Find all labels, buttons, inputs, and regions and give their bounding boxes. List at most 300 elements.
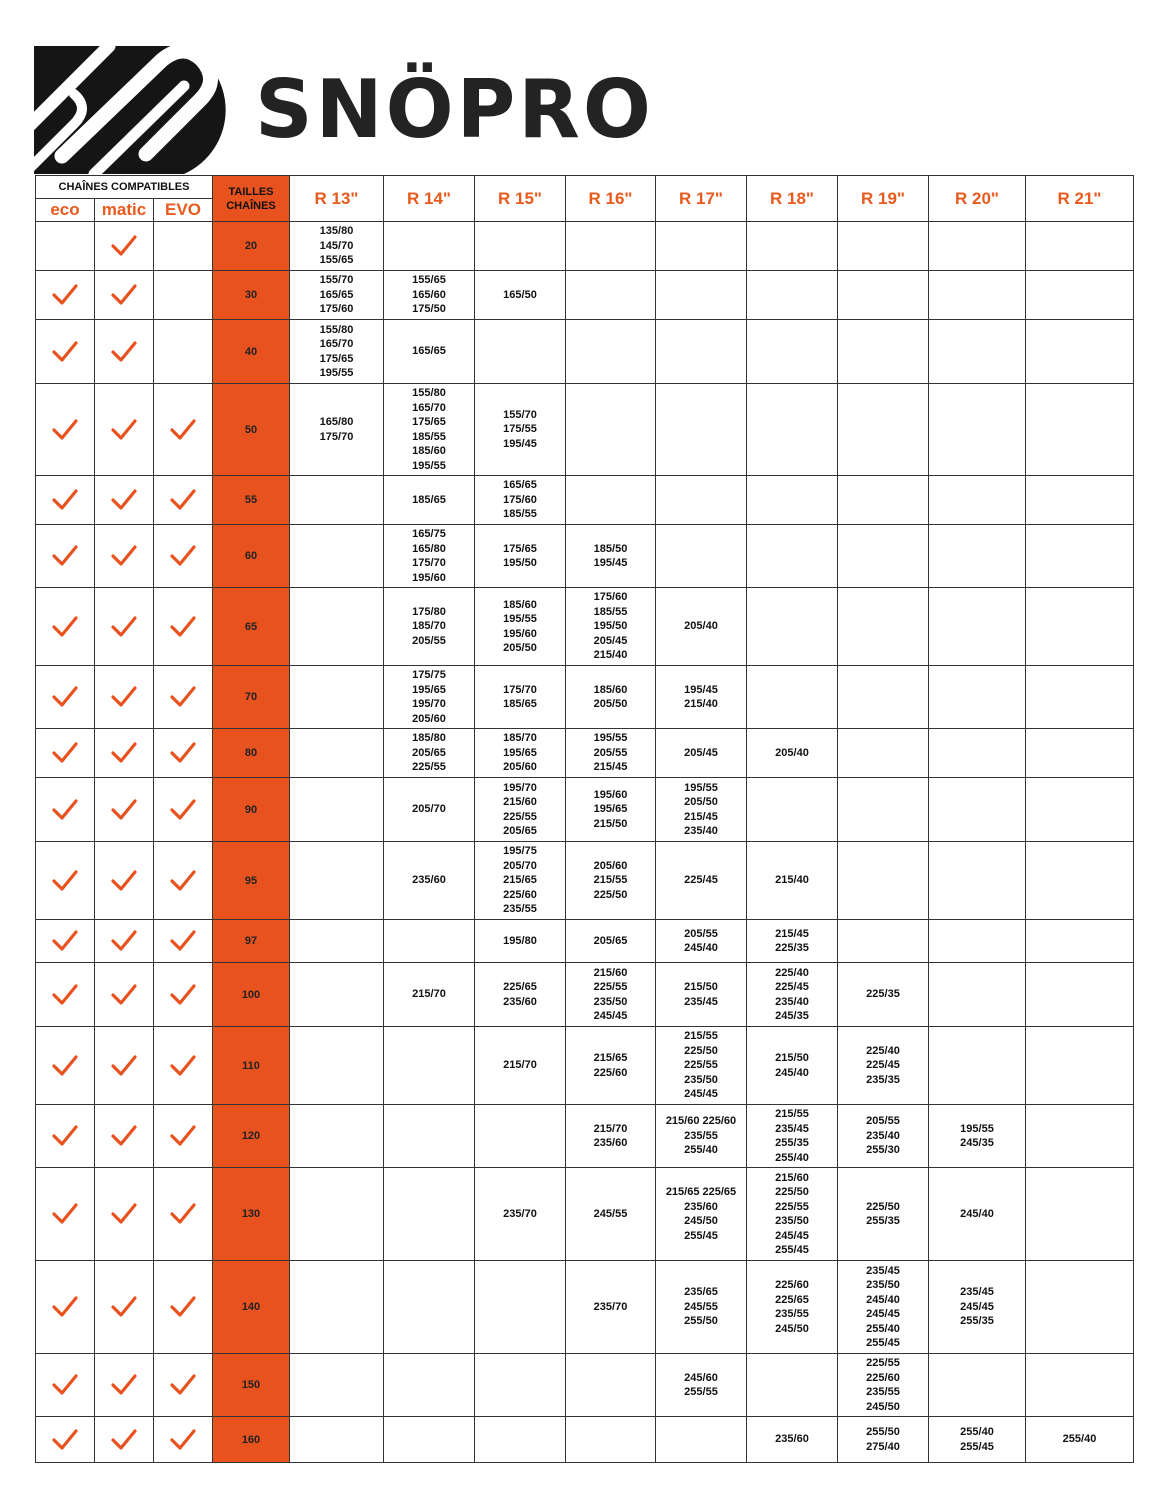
compat-cell-evo: [154, 384, 213, 476]
tyre-sizes-r13: [290, 1261, 384, 1354]
tyre-sizes-r19: [838, 320, 929, 384]
tyre-sizes-r15: 195/75 205/70 215/65 225/60 235/55: [475, 842, 566, 920]
checkmark-icon: [169, 798, 197, 822]
checkmark-icon: [110, 340, 138, 364]
tyre-sizes-r13: 135/80 145/70 155/65: [290, 222, 384, 271]
table-row: [36, 222, 1134, 271]
rim-header-r20: R 20": [929, 176, 1026, 222]
compat-cell-eco: [36, 1417, 95, 1463]
checkmark-icon: [110, 1202, 138, 1226]
table-row: [36, 320, 1134, 384]
tyre-sizes-r19: [838, 588, 929, 666]
compat-cell-matic: [95, 963, 154, 1027]
tyre-sizes-r17: 215/55 225/50 225/55 235/50 245/45: [656, 1027, 747, 1105]
checkmark-icon: [169, 418, 197, 442]
tyre-sizes-r20: [929, 320, 1026, 384]
compat-cell-matic: [95, 320, 154, 384]
checkmark-icon: [110, 983, 138, 1007]
tyre-sizes-r14: [384, 920, 475, 963]
tyre-sizes-r21: [1026, 525, 1134, 588]
chain-size-cell: 110: [213, 1027, 290, 1105]
rim-header-r19: R 19": [838, 176, 929, 222]
compat-cell-eco: [36, 1105, 95, 1168]
checkmark-icon: [110, 283, 138, 307]
compat-cell-matic: [95, 384, 154, 476]
tyre-sizes-r14: [384, 1168, 475, 1261]
compat-cell-evo: [154, 920, 213, 963]
tyre-sizes-r14: 185/65: [384, 476, 475, 525]
compat-cell-eco: [36, 729, 95, 778]
tyre-sizes-r16: 245/55: [566, 1168, 656, 1261]
tyre-sizes-r16: 185/50 195/45: [566, 525, 656, 588]
tyre-sizes-r17: 205/40: [656, 588, 747, 666]
tyre-sizes-r15: 165/65 175/60 185/55: [475, 476, 566, 525]
tyre-sizes-r21: [1026, 222, 1134, 271]
chain-size-cell: 150: [213, 1354, 290, 1417]
compat-cell-evo: [154, 271, 213, 320]
tyre-sizes-r16: [566, 222, 656, 271]
tyre-sizes-r19: [838, 384, 929, 476]
tyre-sizes-r20: [929, 920, 1026, 963]
table-row: [36, 271, 1134, 320]
tyre-sizes-r19: 225/35: [838, 963, 929, 1027]
compat-cell-eco: [36, 1261, 95, 1354]
chain-size-table: [35, 175, 1134, 1463]
tyre-sizes-r21: [1026, 271, 1134, 320]
tyre-sizes-r18: [747, 384, 838, 476]
tyre-sizes-r20: [929, 963, 1026, 1027]
chain-size-cell: 100: [213, 963, 290, 1027]
compat-cell-evo: [154, 588, 213, 666]
table-row: [36, 1261, 1134, 1354]
tyre-sizes-r15: 235/70: [475, 1168, 566, 1261]
tyre-sizes-r18: 215/55 235/45 255/35 255/40: [747, 1105, 838, 1168]
tyre-sizes-r18: 225/60 225/65 235/55 245/50: [747, 1261, 838, 1354]
tyre-sizes-r18: [747, 271, 838, 320]
tyre-sizes-r18: 215/50 245/40: [747, 1027, 838, 1105]
tyre-sizes-r20: [929, 1027, 1026, 1105]
snopro-logo: [34, 46, 654, 174]
type-header-evo: EVO: [154, 199, 213, 222]
chain-size-cell: 30: [213, 271, 290, 320]
compat-cell-matic: [95, 1261, 154, 1354]
tyre-sizes-r19: [838, 729, 929, 778]
checkmark-icon: [51, 741, 79, 765]
compat-cell-matic: [95, 778, 154, 842]
checkmark-icon: [51, 1202, 79, 1226]
tyre-sizes-r13: [290, 1417, 384, 1463]
tyre-sizes-r20: [929, 729, 1026, 778]
compat-cell-eco: [36, 666, 95, 729]
table-row: [36, 588, 1134, 666]
checkmark-icon: [169, 685, 197, 709]
checkmark-icon: [51, 685, 79, 709]
tyre-sizes-r15: [475, 222, 566, 271]
tyre-sizes-r16: 175/60 185/55 195/50 205/45 215/40: [566, 588, 656, 666]
compat-cell-eco: [36, 476, 95, 525]
tyre-sizes-r18: 215/45 225/35: [747, 920, 838, 963]
tyre-sizes-r14: [384, 1417, 475, 1463]
tyre-sizes-r18: 225/40 225/45 235/40 245/35: [747, 963, 838, 1027]
tyre-sizes-r21: [1026, 384, 1134, 476]
tyre-sizes-r18: [747, 320, 838, 384]
chain-size-cell: 97: [213, 920, 290, 963]
tyre-sizes-r19: 225/50 255/35: [838, 1168, 929, 1261]
tyre-sizes-r16: 235/70: [566, 1261, 656, 1354]
compat-cell-evo: [154, 842, 213, 920]
tyre-sizes-r21: [1026, 920, 1134, 963]
compat-cell-matic: [95, 271, 154, 320]
chain-size-cell: 120: [213, 1105, 290, 1168]
checkmark-icon: [51, 869, 79, 893]
tyre-sizes-r13: [290, 525, 384, 588]
compat-cell-eco: [36, 963, 95, 1027]
tyre-sizes-r16: 195/55 205/55 215/45: [566, 729, 656, 778]
compat-cell-eco: [36, 588, 95, 666]
tyre-sizes-r16: [566, 1354, 656, 1417]
tyre-sizes-r19: 235/45 235/50 245/40 245/45 255/40 255/45: [838, 1261, 929, 1354]
compat-cell-matic: [95, 1354, 154, 1417]
tyre-sizes-r17: [656, 320, 747, 384]
checkmark-icon: [110, 615, 138, 639]
compat-cell-eco: [36, 1354, 95, 1417]
checkmark-icon: [51, 1295, 79, 1319]
tyre-sizes-r14: 215/70: [384, 963, 475, 1027]
tyre-sizes-r18: [747, 222, 838, 271]
tyre-sizes-r15: 185/60 195/55 195/60 205/50: [475, 588, 566, 666]
checkmark-icon: [51, 340, 79, 364]
compat-cell-evo: [154, 666, 213, 729]
checkmark-icon: [110, 488, 138, 512]
compat-cell-evo: [154, 1105, 213, 1168]
snopro-emblem-icon: [34, 46, 249, 174]
chain-size-cell: 130: [213, 1168, 290, 1261]
tyre-sizes-r17: 205/45: [656, 729, 747, 778]
tyre-sizes-r20: [929, 271, 1026, 320]
tyre-sizes-r14: [384, 1027, 475, 1105]
chain-size-header: TAILLES CHAÎNES: [213, 176, 290, 222]
tyre-sizes-r13: 155/80 165/70 175/65 195/55: [290, 320, 384, 384]
checkmark-icon: [51, 1428, 79, 1452]
checkmark-icon: [110, 1295, 138, 1319]
table-row: [36, 778, 1134, 842]
checkmark-icon: [169, 1295, 197, 1319]
table-row: [36, 476, 1134, 525]
tyre-sizes-r14: 185/80 205/65 225/55: [384, 729, 475, 778]
tyre-sizes-r14: [384, 1354, 475, 1417]
tyre-sizes-r19: [838, 842, 929, 920]
tyre-sizes-r13: [290, 778, 384, 842]
tyre-sizes-r15: 195/80: [475, 920, 566, 963]
tyre-sizes-r15: 225/65 235/60: [475, 963, 566, 1027]
tyre-sizes-r20: [929, 384, 1026, 476]
checkmark-icon: [110, 685, 138, 709]
type-header-eco: eco: [36, 199, 95, 222]
tyre-sizes-r18: [747, 778, 838, 842]
table-row: [36, 1105, 1134, 1168]
checkmark-icon: [110, 544, 138, 568]
rim-header-r15: R 15": [475, 176, 566, 222]
tyre-sizes-r13: [290, 1105, 384, 1168]
tyre-sizes-r17: [656, 525, 747, 588]
rim-header-r17: R 17": [656, 176, 747, 222]
tyre-sizes-r16: 215/65 225/60: [566, 1027, 656, 1105]
checkmark-icon: [169, 1373, 197, 1397]
tyre-sizes-r18: [747, 525, 838, 588]
checkmark-icon: [51, 544, 79, 568]
tyre-sizes-r14: 175/75 195/65 195/70 205/60: [384, 666, 475, 729]
tyre-sizes-r13: 155/70 165/65 175/60: [290, 271, 384, 320]
checkmark-icon: [51, 418, 79, 442]
checkmark-icon: [51, 1124, 79, 1148]
tyre-sizes-r19: [838, 920, 929, 963]
tyre-sizes-r19: [838, 222, 929, 271]
chain-size-cell: 70: [213, 666, 290, 729]
tyre-sizes-r14: 175/80 185/70 205/55: [384, 588, 475, 666]
tyre-sizes-r21: [1026, 320, 1134, 384]
compat-cell-evo: [154, 729, 213, 778]
compat-cell-eco: [36, 222, 95, 271]
tyre-sizes-r15: 175/70 185/65: [475, 666, 566, 729]
tyre-sizes-r18: [747, 588, 838, 666]
rim-header-r13: R 13": [290, 176, 384, 222]
chain-size-cell: 90: [213, 778, 290, 842]
tyre-sizes-r16: 215/70 235/60: [566, 1105, 656, 1168]
tyre-sizes-r16: [566, 1417, 656, 1463]
tyre-sizes-r14: [384, 222, 475, 271]
table-row: [36, 1168, 1134, 1261]
compat-cell-eco: [36, 271, 95, 320]
tyre-sizes-r18: [747, 1354, 838, 1417]
table-row: [36, 384, 1134, 476]
checkmark-icon: [51, 929, 79, 953]
tyre-sizes-r14: 155/80 165/70 175/65 185/55 185/60 195/55: [384, 384, 475, 476]
tyre-sizes-r20: [929, 666, 1026, 729]
tyre-sizes-r20: [929, 476, 1026, 525]
tyre-sizes-r14: [384, 1105, 475, 1168]
compat-cell-matic: [95, 588, 154, 666]
tyre-sizes-r17: 205/55 245/40: [656, 920, 747, 963]
table-row: [36, 1027, 1134, 1105]
tyre-sizes-r14: 155/65 165/60 175/50: [384, 271, 475, 320]
tyre-sizes-r16: 205/60 215/55 225/50: [566, 842, 656, 920]
tyre-sizes-r16: 195/60 195/65 215/50: [566, 778, 656, 842]
tyre-sizes-r16: [566, 476, 656, 525]
checkmark-icon: [110, 869, 138, 893]
table-row: [36, 666, 1134, 729]
tyre-sizes-r15: [475, 1261, 566, 1354]
checkmark-icon: [51, 1054, 79, 1078]
rim-header-r16: R 16": [566, 176, 656, 222]
checkmark-icon: [51, 488, 79, 512]
tyre-sizes-r16: [566, 320, 656, 384]
table-row: [36, 1354, 1134, 1417]
compat-cell-evo: [154, 222, 213, 271]
tyre-sizes-r14: 165/75 165/80 175/70 195/60: [384, 525, 475, 588]
tyre-sizes-r13: [290, 666, 384, 729]
tyre-sizes-r18: 235/60: [747, 1417, 838, 1463]
checkmark-icon: [169, 1428, 197, 1452]
tyre-sizes-r13: [290, 1168, 384, 1261]
tyre-sizes-r13: [290, 588, 384, 666]
checkmark-icon: [110, 1124, 138, 1148]
checkmark-icon: [110, 798, 138, 822]
tyre-sizes-r15: [475, 1354, 566, 1417]
tyre-sizes-r14: 205/70: [384, 778, 475, 842]
checkmark-icon: [110, 1428, 138, 1452]
tyre-sizes-r21: [1026, 842, 1134, 920]
tyre-sizes-r15: 165/50: [475, 271, 566, 320]
checkmark-icon: [51, 283, 79, 307]
tyre-sizes-r15: 195/70 215/60 225/55 205/65: [475, 778, 566, 842]
tyre-sizes-r18: [747, 476, 838, 525]
tyre-sizes-r21: [1026, 1168, 1134, 1261]
chain-size-cell: 20: [213, 222, 290, 271]
compat-cell-matic: [95, 920, 154, 963]
chain-size-cell: 40: [213, 320, 290, 384]
tyre-sizes-r17: 235/65 245/55 255/50: [656, 1261, 747, 1354]
tyre-sizes-r19: [838, 666, 929, 729]
tyre-sizes-r15: 215/70: [475, 1027, 566, 1105]
tyre-sizes-r17: [656, 222, 747, 271]
tyre-sizes-r14: 235/60: [384, 842, 475, 920]
tyre-sizes-r19: [838, 525, 929, 588]
table-row: [36, 729, 1134, 778]
compat-cell-eco: [36, 920, 95, 963]
tyre-sizes-r17: 225/45: [656, 842, 747, 920]
tyre-sizes-r17: [656, 271, 747, 320]
tyre-sizes-r20: [929, 222, 1026, 271]
compat-cell-eco: [36, 525, 95, 588]
tyre-sizes-r21: [1026, 729, 1134, 778]
tyre-sizes-r18: 215/60 225/50 225/55 235/50 245/45 255/45: [747, 1168, 838, 1261]
tyre-sizes-r15: [475, 1105, 566, 1168]
rim-header-r21: R 21": [1026, 176, 1134, 222]
table-row: [36, 525, 1134, 588]
compat-cell-matic: [95, 476, 154, 525]
table-body: [36, 222, 1134, 1463]
tyre-sizes-r17: 195/55 205/50 215/45 235/40: [656, 778, 747, 842]
checkmark-icon: [169, 544, 197, 568]
tyre-sizes-r21: [1026, 778, 1134, 842]
checkmark-icon: [110, 418, 138, 442]
chain-size-cell: 80: [213, 729, 290, 778]
compat-cell-matic: [95, 525, 154, 588]
tyre-sizes-r20: [929, 1354, 1026, 1417]
tyre-sizes-r18: 205/40: [747, 729, 838, 778]
tyre-sizes-r20: 255/40 255/45: [929, 1417, 1026, 1463]
chain-size-cell: 55: [213, 476, 290, 525]
compat-cell-matic: [95, 1417, 154, 1463]
checkmark-icon: [51, 1373, 79, 1397]
checkmark-icon: [169, 741, 197, 765]
compat-cell-evo: [154, 525, 213, 588]
tyre-sizes-r21: [1026, 1027, 1134, 1105]
tyre-sizes-r14: [384, 1261, 475, 1354]
tyre-sizes-r18: 215/40: [747, 842, 838, 920]
compat-cell-evo: [154, 778, 213, 842]
checkmark-icon: [169, 983, 197, 1007]
tyre-sizes-r17: 195/45 215/40: [656, 666, 747, 729]
tyre-sizes-r17: 245/60 255/55: [656, 1354, 747, 1417]
chain-size-cell: 60: [213, 525, 290, 588]
checkmark-icon: [169, 929, 197, 953]
table-row: [36, 920, 1134, 963]
chain-size-cell: 65: [213, 588, 290, 666]
tyre-sizes-r17: [656, 384, 747, 476]
checkmark-icon: [169, 869, 197, 893]
tyre-sizes-r19: [838, 476, 929, 525]
checkmark-icon: [110, 1373, 138, 1397]
checkmark-icon: [51, 983, 79, 1007]
compat-cell-evo: [154, 476, 213, 525]
tyre-sizes-r21: [1026, 666, 1134, 729]
rim-header-r18: R 18": [747, 176, 838, 222]
tyre-sizes-r15: 155/70 175/55 195/45: [475, 384, 566, 476]
table-row: [36, 963, 1134, 1027]
compat-cell-eco: [36, 320, 95, 384]
checkmark-icon: [169, 1124, 197, 1148]
tyre-sizes-r13: [290, 1027, 384, 1105]
tyre-sizes-r20: [929, 778, 1026, 842]
tyre-sizes-r20: 195/55 245/35: [929, 1105, 1026, 1168]
tyre-sizes-r20: [929, 525, 1026, 588]
checkmark-icon: [169, 488, 197, 512]
table-row: [36, 842, 1134, 920]
tyre-sizes-r20: [929, 588, 1026, 666]
tyre-sizes-r19: 205/55 235/40 255/30: [838, 1105, 929, 1168]
checkmark-icon: [51, 615, 79, 639]
tyre-sizes-r15: [475, 1417, 566, 1463]
tyre-sizes-r17: 215/65 225/65 235/60 245/50 255/45: [656, 1168, 747, 1261]
tyre-sizes-r21: 255/40: [1026, 1417, 1134, 1463]
checkmark-icon: [51, 798, 79, 822]
chain-size-cell: 140: [213, 1261, 290, 1354]
type-header-matic: matic: [95, 199, 154, 222]
compat-cell-eco: [36, 1027, 95, 1105]
tyre-sizes-r15: 175/65 195/50: [475, 525, 566, 588]
compat-cell-evo: [154, 1417, 213, 1463]
tyre-sizes-r17: 215/60 225/60 235/55 255/40: [656, 1105, 747, 1168]
tyre-sizes-r14: 165/65: [384, 320, 475, 384]
tyre-sizes-r21: [1026, 476, 1134, 525]
compat-cell-matic: [95, 842, 154, 920]
tyre-sizes-r17: [656, 476, 747, 525]
compat-cell-eco: [36, 778, 95, 842]
chain-size-cell: 160: [213, 1417, 290, 1463]
rim-header-r14: R 14": [384, 176, 475, 222]
checkmark-icon: [110, 1054, 138, 1078]
tyre-sizes-r18: [747, 666, 838, 729]
tyre-sizes-r13: [290, 963, 384, 1027]
tyre-sizes-r20: 235/45 245/45 255/35: [929, 1261, 1026, 1354]
tyre-sizes-r13: [290, 729, 384, 778]
checkmark-icon: [169, 1054, 197, 1078]
tyre-sizes-r15: 185/70 195/65 205/60: [475, 729, 566, 778]
tyre-sizes-r20: 245/40: [929, 1168, 1026, 1261]
compat-cell-matic: [95, 1168, 154, 1261]
compat-cell-evo: [154, 1027, 213, 1105]
tyre-sizes-r21: [1026, 963, 1134, 1027]
tyre-sizes-r19: [838, 271, 929, 320]
compat-cell-matic: [95, 222, 154, 271]
checkmark-icon: [169, 615, 197, 639]
checkmark-icon: [110, 741, 138, 765]
tyre-sizes-r19: [838, 778, 929, 842]
tyre-sizes-r21: [1026, 588, 1134, 666]
checkmark-icon: [110, 234, 138, 258]
compat-cell-eco: [36, 842, 95, 920]
